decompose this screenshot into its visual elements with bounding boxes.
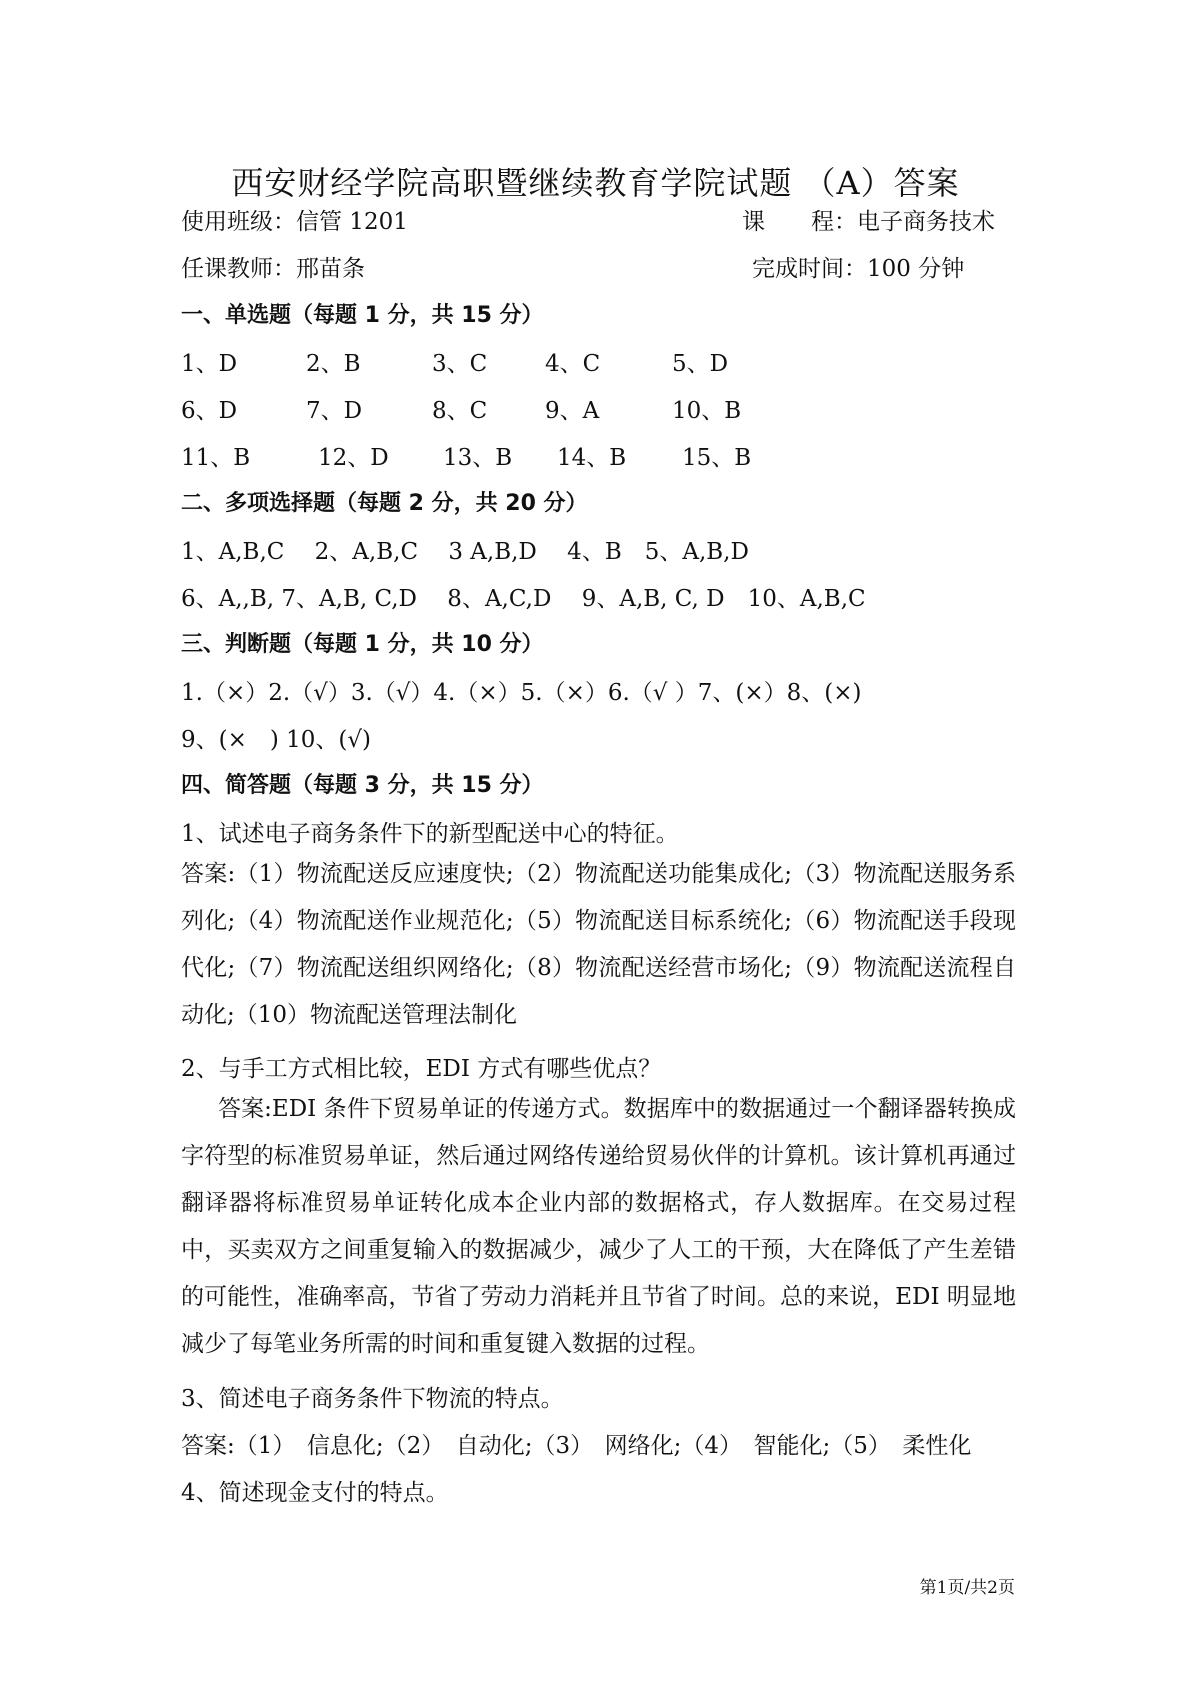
page-title: 西安财经学院高职暨继续教育学院试题 （A）答案 <box>231 164 960 202</box>
answer-cell: 13、B <box>443 445 513 471</box>
page-number: 第1页/共2页 <box>919 1578 1015 1598</box>
answer-paragraph: 答案:EDI 条件下贸易单证的传递方式。数据库中的数据通过一个翻译器转换成字符型的标准贸易单证，然后通过网络传递给贸易伙伴的计算机。该计算机再通过翻译器将标准贸易单证转化成本企业内部的数据格式，存人数据库。在交易过程中，买卖双方之间重复输入的数据减少，减少了人工的干预，大在降低了产生差错的可能性，准确率高，节省了劳动力消耗并且节省了时间。总的来说，EDI 明显地减少了每笔业务所需的时间和重复键入数据的过程。 <box>181 1096 1016 1357</box>
teacher-info: 任课教师：邢苗条 <box>181 256 365 282</box>
answer-cell: 8、C <box>432 398 488 424</box>
answer-cell: 6、D <box>181 398 238 424</box>
multi-choice-line: 6、A,,B, 7、A,B, C,D 8、A,C,D 9、A,B, C, D 10、A,B,C <box>181 586 866 612</box>
answer-cell: 2、B <box>306 351 361 377</box>
question: 4、简述现金支付的特点。 <box>181 1480 449 1506</box>
section2-heading: 二、多项选择题（每题 2 分，共 20 分） <box>181 491 588 516</box>
question: 3、简述电子商务条件下物流的特点。 <box>181 1386 564 1412</box>
answer-cell: 12、D <box>318 445 389 471</box>
answer-cell: 7、D <box>306 398 363 424</box>
judgement-line: 9、(× ) 10、(√) <box>181 727 372 753</box>
answer-cell: 3、C <box>432 351 488 377</box>
answer-cell: 15、B <box>682 445 752 471</box>
answer-cell: 1、D <box>181 351 238 377</box>
section4-heading: 四、简答题（每题 3 分，共 15 分） <box>181 773 544 798</box>
question: 1、试述电子商务条件下的新型配送中心的特征。 <box>181 821 679 847</box>
answer-cell: 11、B <box>181 445 251 471</box>
answer-cell: 10、B <box>672 398 742 424</box>
answer-paragraph: 答案:（1）物流配送反应速度快;（2）物流配送功能集成化;（3）物流配送服务系列化;（4）物流配送作业规范化;（5）物流配送目标系统化;（6）物流配送手段现代化;（7）物流配送组织网络化;（8）物流配送经营市场化;（9）物流配送流程自动化;（10）物流配送管理法制化 <box>181 861 1016 1028</box>
question: 2、与手工方式相比较，EDI 方式有哪些优点？ <box>181 1056 662 1082</box>
judgement-line: 1.（×）2.（√）3.（√）4.（×）5.（×）6.（√ ）7、(×）8、(×) <box>181 680 862 706</box>
answer-cell: 14、B <box>557 445 627 471</box>
time-info: 完成时间：100 分钟 <box>752 256 965 282</box>
multi-choice-line: 1、A,B,C 2、A,B,C 3 A,B,D 4、B 5、A,B,D <box>181 539 749 565</box>
answer-cell: 9、A <box>545 398 600 424</box>
course-info: 课 程：电子商务技术 <box>742 209 995 235</box>
section3-heading: 三、判断题（每题 1 分，共 10 分） <box>181 632 544 657</box>
class-info: 使用班级：信管 1201 <box>181 209 408 235</box>
answer-cell: 5、D <box>672 351 729 377</box>
answer-cell: 4、C <box>545 351 601 377</box>
answer-paragraph: 答案:（1） 信息化;（2） 自动化;（3） 网络化;（4） 智能化;（5） 柔性化 <box>181 1433 972 1459</box>
section1-heading: 一、单选题（每题 1 分，共 15 分） <box>181 303 544 328</box>
